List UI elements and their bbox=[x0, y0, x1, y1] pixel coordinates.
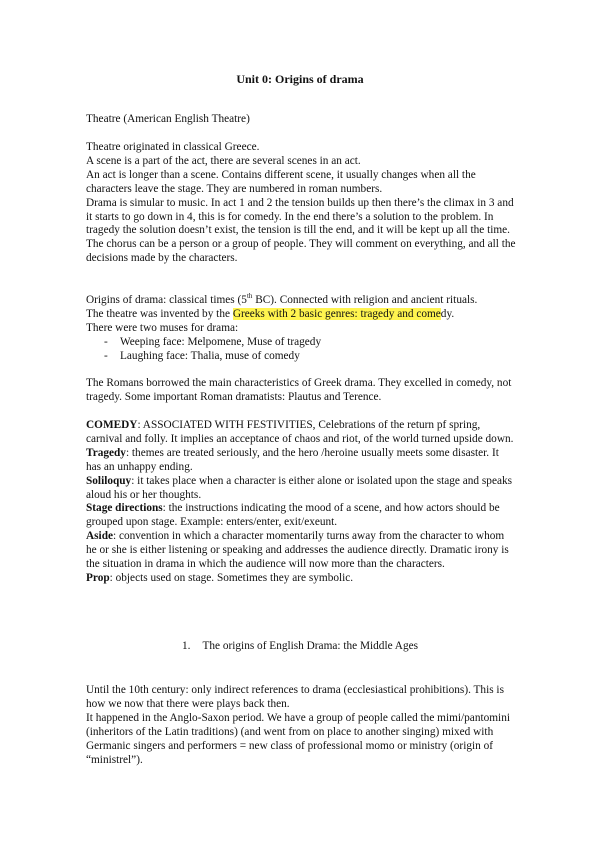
origins-genres-line: The theatre was invented by the Greeks with 2 basic genres: tragedy and comedy. bbox=[86, 307, 455, 320]
intro-line: An act is longer than a scene. Contains different scene, it usually changes when all the characters leave the stage. They are numbered in roman numbers. bbox=[86, 168, 476, 195]
definition-stage-directions: Stage directions: the instructions indicating the mood of a scene, and how actors should be grouped upon stage. Example: enters/enter, exit/exeunt. bbox=[86, 502, 500, 529]
list-item: - Weeping face: Melpomene, Muse of tragedy bbox=[86, 336, 516, 350]
highlighted-text: Greeks with 2 basic genres: tragedy and come bbox=[232, 307, 441, 320]
romans-text: The Romans borrowed the main characteristics of Greek drama. They excelled in comedy, not tragedy. Some important Roman dramatists: Plautus and Terence. bbox=[86, 377, 512, 403]
origins-paragraph bbox=[86, 294, 516, 364]
intro-line: Theatre originated in classical Greece. bbox=[86, 141, 260, 153]
muses-list bbox=[86, 336, 516, 364]
intro-line: A scene is a part of the act, there are several scenes in an act. bbox=[86, 154, 361, 167]
page-title: Unit 0: Origins of drama bbox=[236, 72, 364, 86]
section-number: 1. bbox=[181, 640, 191, 652]
intro-line: The chorus can be a person or a group of people. They will comment on everything, and all the decisions made by the characters. bbox=[86, 238, 516, 265]
section-heading bbox=[0, 640, 600, 652]
theatre-heading: Theatre (American English Theatre) bbox=[86, 113, 250, 125]
intro-line: Drama is simular to music. In act 1 and 2 the tension builds up then there’s the climax in 3 and it starts to go down in 4, this is for comedy. In the end there’s a solution to the problem. In tragedy the solution doesn’t exist, the tension is till the end, and it will be kept up all the time. bbox=[86, 196, 514, 237]
definition-tragedy: Tragedy: themes are treated seriously, and the hero /heroine usually meets some disaster. It has an unhappy ending. bbox=[86, 446, 499, 473]
middle-ages-line: Until the 10th century: only indirect references to drama (ecclesiastical prohibitions). This is how we now that there were plays back then. bbox=[86, 684, 504, 710]
definitions bbox=[86, 419, 516, 586]
section-title: The origins of English Drama: the Middle Ages bbox=[202, 640, 419, 652]
definition-soliloquy: Soliloquy: it takes place when a character is either alone or isolated upon the stage and speaks aloud his or her thoughts. bbox=[86, 474, 513, 501]
middle-ages-paragraph bbox=[86, 684, 516, 767]
definition-comedy: COMEDY: ASSOCIATED WITH FESTIVITIES, Celebrations of the return pf spring, carnival and folly. It implies an acceptance of chaos and riot, of the world turned upside down. bbox=[86, 419, 514, 445]
origins-line: Origins of drama: classical times (5th BC). Connected with religion and ancient rituals. bbox=[86, 292, 478, 306]
theatre-line bbox=[86, 113, 516, 127]
muses-line: There were two muses for drama: bbox=[86, 321, 239, 334]
intro-paragraph bbox=[86, 141, 516, 266]
romans-paragraph bbox=[86, 377, 516, 405]
list-item: - Laughing face: Thalia, muse of comedy bbox=[86, 350, 516, 364]
definition-prop: Prop: objects used on stage. Sometimes they are symbolic. bbox=[86, 571, 354, 584]
definition-aside: Aside: convention in which a character momentarily turns away from the character to whom he or she is either listening or speaking and addresses the audience directly. Dramatic irony is the situation in drama in which the audience will now more than the characters. bbox=[86, 530, 509, 571]
middle-ages-line: It happened in the Anglo-Saxon period. We have a group of people called the mimi/pantomini (inheritors of the Latin traditions) (and went from on place to another singing) mixed with Germanic singers and performers = new class of professional momo or ministry (origin of “ministrel”). bbox=[86, 711, 510, 766]
